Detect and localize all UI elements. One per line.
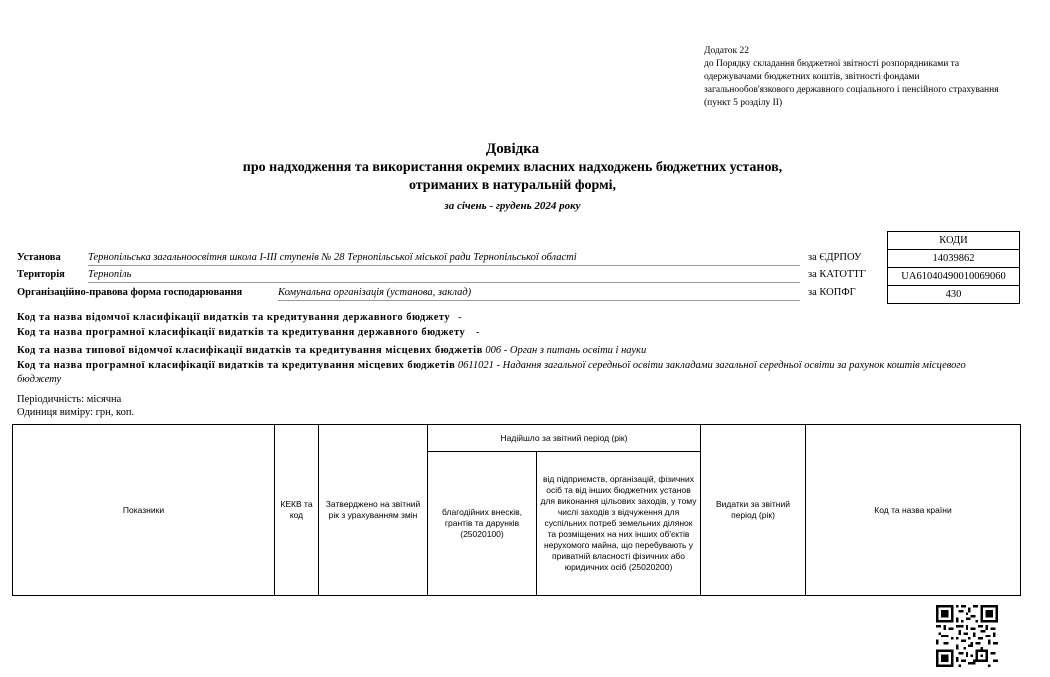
col-expenses: Видатки за звітний період (рік) xyxy=(701,425,806,596)
col-approved: Затверджено на звітний рік з урахуванням змін xyxy=(319,425,428,596)
katottg-label: за КАТОТТГ xyxy=(808,269,866,280)
codes-table xyxy=(887,231,1020,304)
codes-header: КОДИ xyxy=(888,232,1020,250)
document-subtitle-2: отриманих в натуральній формі, xyxy=(408,178,617,193)
classification-3-label: Код та назва типової відомчої класифікації видатків та кредитування місцевих бюджетів xyxy=(17,345,483,356)
katottg-value: UA61040490010069060 xyxy=(888,268,1020,286)
classification-4-label: Код та назва програмної класифікації видатків та кредитування місцевих бюджетів xyxy=(17,360,456,371)
classification-4-value: 0611021 - Надання загальної середньої освіти закладами загальної середньої освіти за рахунок коштів місцевого бюджету xyxy=(17,360,966,385)
territory-label: Територія xyxy=(17,269,65,280)
classification-4 xyxy=(17,359,1007,387)
institution-label: Установа xyxy=(17,252,61,263)
edrpou-value: 14039862 xyxy=(888,250,1020,268)
document-title: Довідка xyxy=(485,141,540,157)
col-country: Код та назва країни xyxy=(806,425,1021,596)
classification-1-value: - xyxy=(458,312,462,323)
col-indicators: Показники xyxy=(13,425,275,596)
col-charity: благодійних внесків, грантів та дарунків (25020100) xyxy=(428,452,537,596)
classification-2 xyxy=(17,326,1007,340)
col-kekv: КЕКВ та код xyxy=(275,425,319,596)
document-title-block xyxy=(0,140,1025,213)
periodicity: Періодичність: місячна xyxy=(17,394,122,405)
unit-of-measure: Одиниця виміру: грн, коп. xyxy=(17,407,135,418)
legal-form-label: Організаційно-правова форма господарювання xyxy=(17,287,243,298)
institution-value: Тернопільська загальноосвітня школа І-ІІІ ступенів № 28 Тернопільської міської ради Тернопільської області xyxy=(88,251,800,266)
document-subtitle-1: про надходження та використання окремих власних надходжень бюджетних установ, xyxy=(242,160,783,175)
territory-value: Тернопіль xyxy=(88,268,800,283)
qr-code-icon xyxy=(936,605,998,667)
classification-3-value: 006 - Орган з питань освіти і науки xyxy=(485,345,647,356)
kopfg-label: за КОПФГ xyxy=(808,287,856,298)
edrpou-label: за ЄДРПОУ xyxy=(808,252,862,263)
classification-1 xyxy=(17,311,1007,325)
annex-number: Додаток 22 xyxy=(704,46,750,56)
annex-clause: (пункт 5 розділу ІІ) xyxy=(704,98,783,108)
col-enterprises: від підприємств, організацій, фізичних осіб та від інших бюджетних установ для виконання цільових заходів, у тому числі заходів з відчуження для суспільних потреб земельних ділянок та розміщених на них інших об'єктів нерухомого майна, що перебувають у приватній власності фізичних або юридичних осіб (25020200) xyxy=(537,452,701,596)
legal-form-value: Комунальна організація (установа, заклад) xyxy=(278,286,800,301)
reporting-period: за січень - грудень 2024 року xyxy=(444,200,581,212)
col-received-group: Надійшло за звітний період (рік) xyxy=(428,425,701,452)
classification-2-value: - xyxy=(475,327,480,338)
classification-2-label: Код та назва програмної класифікації видатків та кредитування державного бюджету xyxy=(17,327,466,338)
annex-note xyxy=(704,45,1004,110)
kopfg-value: 430 xyxy=(888,286,1020,304)
annex-reference: до Порядку складання бюджетної звітності розпорядниками та одержувачами бюджетних коштів, звітності фондами загальнообов'язкового державного соціального і пенсійного страхування xyxy=(704,59,999,95)
main-table xyxy=(12,424,1021,596)
classification-3 xyxy=(17,344,1007,358)
classification-1-label: Код та назва відомчої класифікації видатків та кредитування державного бюджету xyxy=(17,312,451,323)
